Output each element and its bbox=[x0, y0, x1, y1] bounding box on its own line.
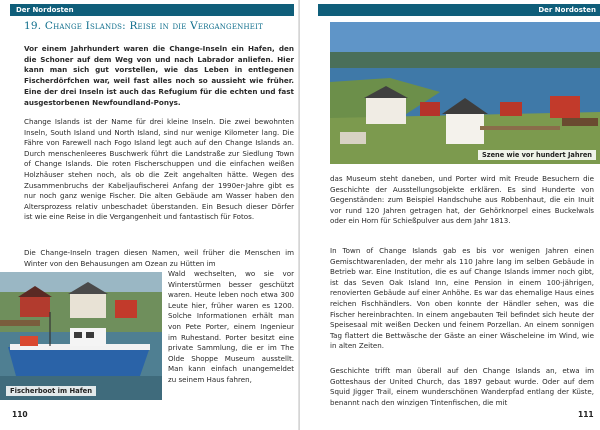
village-image bbox=[330, 22, 600, 164]
fishing-boat-image bbox=[0, 272, 162, 400]
chapter-title: 19. Change Islands: Reise in die Vergangenheit bbox=[24, 20, 263, 32]
page-number-right: 111 bbox=[578, 410, 594, 419]
running-header-right: Der Nordosten bbox=[318, 4, 600, 16]
body-paragraph-right-3: Geschichte trifft man überall auf den Change Islands an, etwa im Gotteshaus der United Church, das 1897 gebaut wurde. Oder auf dem Squid Jigger Trail, einem wunderschönen Wanderpfad entlang der Küste, benannt nach den winzigen Tintenfischen, die mit bbox=[330, 366, 594, 407]
body-paragraph-2-lead: Die Change-Inseln tragen diesen Namen, weil früher die Menschen im Winter von den Behausungen am Ozean zu Hütten im bbox=[24, 248, 294, 268]
body-paragraph-2-wrap: Wald wechselten, wo sie vor Winterstürmen besser geschützt waren. Heute leben noch etwa 300 Leute hier, früher waren es 1200. Solche Informationen erhält man von Pete Porter, einem Ingenieur im Ruhestand. Porter besitzt eine private Sammlung, die er im The Olde Shoppe Museum ausstellt. Man kann einfach unangemeldet zu seinem Haus fahren, bbox=[168, 269, 294, 384]
photo-caption-right: Szene wie vor hundert Jahren bbox=[478, 150, 596, 160]
body-paragraph-1: Change Islands ist der Name für drei kleine Inseln. Die zwei bewohnten Inseln, South Island und North Island, sind nur wenige Kilometer lang. Die Fähre von Farewell nach Fogo Island legt auch auf den Change Islands an. Durch menschenleeres Buschwerk führt die Landstraße zur Siedlung Town of Change Islands. Die roten Fischerschuppen und die einfachen weißen Holzhäuser stehen noch, als ob die Zeit angehalten hätte. Wegen des Zusammenbruchs der Kabeljaufischerei Anfang der 1990er-Jahre gibt es nur noch ganz wenige Fischer. Die alten Gebäude am Wasser haben den Altersprozess relativ unbeschadet überstanden. Ein Besuch dieser Dörfer ist wie eine Reise in die Vergangenheit und fantastisch für Fotos. bbox=[24, 117, 294, 222]
photo-village-scene bbox=[330, 22, 600, 164]
running-header-left: Der Nordosten bbox=[10, 4, 294, 16]
body-paragraph-right-2: In Town of Change Islands gab es bis vor wenigen Jahren einen Gemischtwarenladen, der mehr als 110 Jahre lang im selben Gebäude in Betrieb war. Eine Institution, die es auf Change Islands immer noch gibt, ist das Seven Oak Island Inn, eine Pension in einem 100-jährigen, renovierten Gebäude auf einer Anhöhe. Es war das ehemalige Haus eines reichen Fischhändlers. Von oben konnte der Händler sehen, was die Fischer hereinbrachten. In einem angebauten Teil befindet sich heute der Speisesaal mit weißen Decken und feinem Porzellan. An einem sonnigen Tag flattert die Bettwäsche der Gäste an einer Wäscheleine im Wind, wie in alten Zeiten. bbox=[330, 246, 594, 351]
intro-paragraph: Vor einem Jahrhundert waren die Change-Inseln ein Hafen, den die Schoner auf dem Weg von und nach Labrador anliefen. Hier kann man sich gut vorstellen, wie das Leben in entlegenen Fischerdörfchen war, weil fast alles noch so aussieht wie früher. Eine der drei Inseln ist auch das Refugium für die echten und fast ausgestorbenen Newfoundland-Ponys. bbox=[24, 44, 294, 107]
photo-caption-left: Fischerboot im Hafen bbox=[6, 386, 96, 396]
page-number-left: 110 bbox=[12, 410, 28, 419]
body-paragraph-right-1: das Museum steht daneben, und Porter wird mit Freude Besuchern die Geschichte der Ausstellungsobjekte erklären. Es sind Hunderte von Gegenständen: zum Beispiel Handschuhe aus Robbenhaut, die ein Inuit vor rund 120 Jahren getragen hat, der Gehörknorpel eines Buckelwals oder ein Horn für Schießpulver aus dem Jahr 1813. bbox=[330, 174, 594, 226]
photo-fishing-boat bbox=[0, 272, 162, 400]
